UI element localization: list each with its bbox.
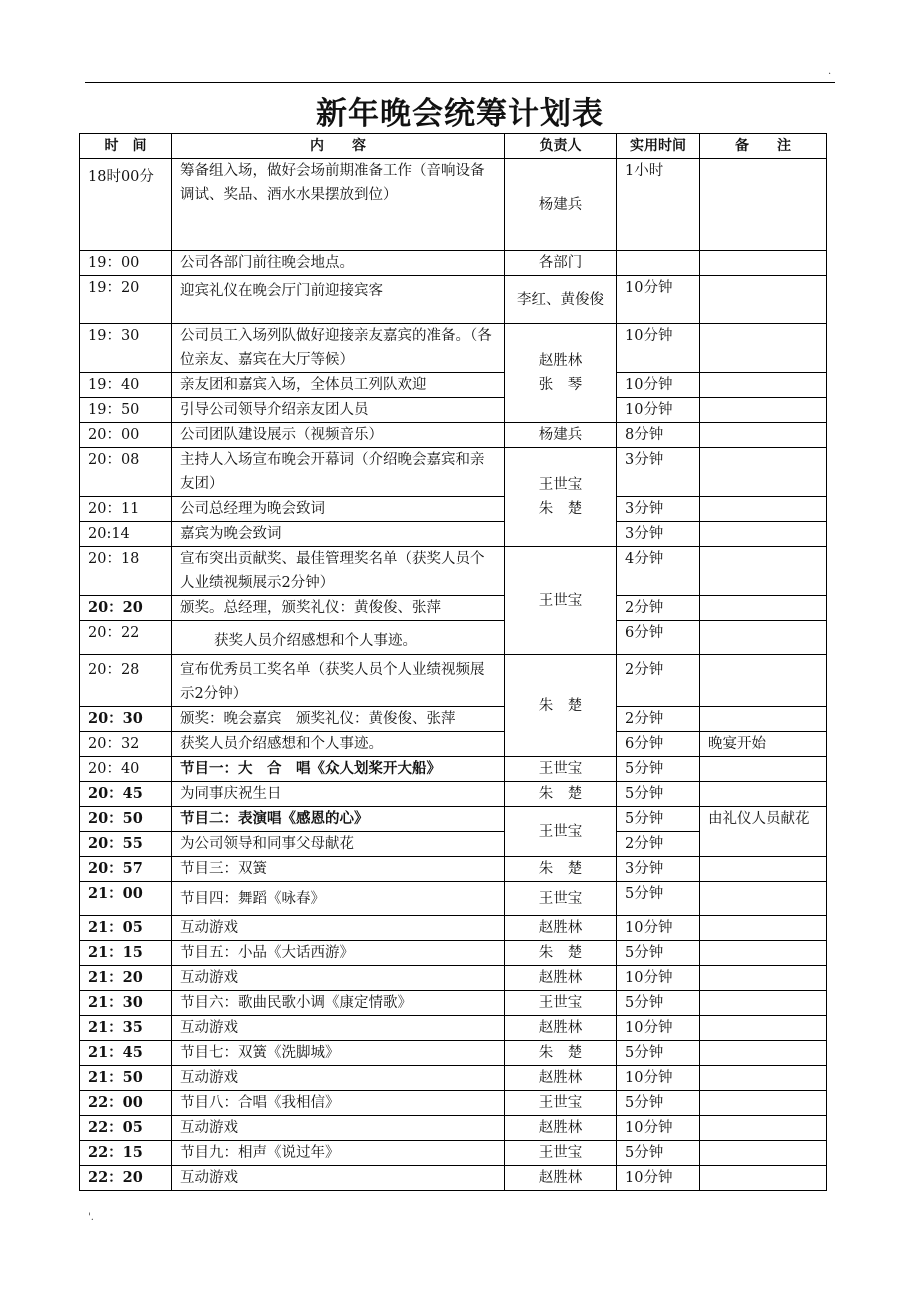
table-row: [80, 707, 827, 732]
row-note: [700, 1141, 827, 1166]
row-time: 22：05: [80, 1116, 172, 1141]
table-row: [80, 159, 827, 251]
row-time: 19：50: [80, 398, 172, 423]
row-content: 节目五：小品《大话西游》: [172, 941, 505, 966]
row-owner: 李红、黄俊俊: [505, 276, 617, 324]
row-duration: 3分钟: [617, 522, 700, 547]
row-owner: 赵胜林: [505, 1016, 617, 1041]
row-note: [700, 782, 827, 807]
table-row: [80, 882, 827, 916]
row-owner: 赵胜林: [505, 966, 617, 991]
row-note: [700, 707, 827, 732]
row-time: 21：20: [80, 966, 172, 991]
row-owner: 赵胜林: [505, 916, 617, 941]
table-row: [80, 547, 827, 596]
table-row: [80, 1116, 827, 1141]
row-content: 公司员工入场列队做好迎接亲友嘉宾的准备。（各位亲友、嘉宾在大厅等候）: [172, 324, 505, 373]
row-content: 互动游戏: [172, 1066, 505, 1091]
row-content: 互动游戏: [172, 1166, 505, 1191]
row-duration: 10分钟: [617, 276, 700, 324]
table-row: [80, 966, 827, 991]
row-note: [700, 1091, 827, 1116]
row-time: 22：20: [80, 1166, 172, 1191]
row-content: 宣布突出贡献奖、最佳管理奖名单（获奖人员个人业绩视频展示2分钟）: [172, 547, 505, 596]
row-content: 节目七：双簧《洗脚城》: [172, 1041, 505, 1066]
table-row: [80, 1041, 827, 1066]
row-owner: 王世宝: [505, 1091, 617, 1116]
header-time: 时 间: [80, 134, 172, 159]
row-content: 互动游戏: [172, 1016, 505, 1041]
row-note: [700, 1116, 827, 1141]
row-content: 为公司领导和同事父母献花: [172, 832, 505, 857]
row-time: 21：30: [80, 991, 172, 1016]
schedule-table: [79, 133, 827, 1191]
top-mark: .: [828, 66, 832, 77]
row-note: [700, 916, 827, 941]
table-row: [80, 1066, 827, 1091]
row-duration: 5分钟: [617, 941, 700, 966]
table-row: [80, 916, 827, 941]
row-duration: 5分钟: [617, 1041, 700, 1066]
row-time: 21：00: [80, 882, 172, 916]
row-time: 21：35: [80, 1016, 172, 1041]
row-duration: 6分钟: [617, 621, 700, 655]
table-row: [80, 757, 827, 782]
row-content: 互动游戏: [172, 916, 505, 941]
row-owner: 各部门: [505, 251, 617, 276]
row-content: 为同事庆祝生日: [172, 782, 505, 807]
row-duration: 5分钟: [617, 991, 700, 1016]
row-note: [700, 251, 827, 276]
table-row: [80, 782, 827, 807]
row-owner: 王世宝: [505, 991, 617, 1016]
row-owner: 杨建兵: [505, 159, 617, 251]
row-content: 获奖人员介绍感想和个人事迹。: [172, 621, 505, 655]
table-row: [80, 251, 827, 276]
table-header-row: [80, 134, 827, 159]
row-note: [700, 497, 827, 522]
row-note: [700, 276, 827, 324]
row-content: 引导公司领导介绍亲友团人员: [172, 398, 505, 423]
row-time: 21：15: [80, 941, 172, 966]
row-time: 20：57: [80, 857, 172, 882]
table-row: [80, 621, 827, 655]
header-rule: [85, 82, 835, 83]
table-row: [80, 1091, 827, 1116]
row-content: 嘉宾为晚会致词: [172, 522, 505, 547]
row-duration: 10分钟: [617, 1166, 700, 1191]
row-owner: 赵胜林 张 琴: [505, 324, 617, 423]
row-time: 20：00: [80, 423, 172, 448]
row-note: 由礼仪人员献花: [700, 807, 827, 857]
table-row: [80, 596, 827, 621]
header-duration: 实用时间: [617, 134, 700, 159]
row-duration: 3分钟: [617, 857, 700, 882]
row-owner: 王世宝: [505, 882, 617, 916]
row-owner: 朱 楚: [505, 1041, 617, 1066]
row-time: 21：50: [80, 1066, 172, 1091]
row-owner: 朱 楚: [505, 655, 617, 757]
table-row: [80, 732, 827, 757]
row-owner: 赵胜林: [505, 1066, 617, 1091]
row-owner: 赵胜林: [505, 1116, 617, 1141]
row-time: 20：50: [80, 807, 172, 832]
table-row: [80, 807, 827, 832]
row-time: 20：55: [80, 832, 172, 857]
row-duration: 10分钟: [617, 324, 700, 373]
header-content: 内 容: [172, 134, 505, 159]
row-note: [700, 882, 827, 916]
row-duration: 6分钟: [617, 732, 700, 757]
row-duration: 1小时: [617, 159, 700, 251]
row-owner: 王世宝: [505, 1141, 617, 1166]
row-content: 颁奖。总经理，颁奖礼仪：黄俊俊、张萍: [172, 596, 505, 621]
row-content: 节目三：双簧: [172, 857, 505, 882]
row-time: 20：08: [80, 448, 172, 497]
row-time: 21：45: [80, 1041, 172, 1066]
row-content: 节目九：相声《说过年》: [172, 1141, 505, 1166]
table-row: [80, 324, 827, 373]
row-duration: 10分钟: [617, 373, 700, 398]
row-duration: 3分钟: [617, 448, 700, 497]
row-content: 节目六：歌曲民歌小调《康定情歌》: [172, 991, 505, 1016]
row-owner: 王世宝 朱 楚: [505, 448, 617, 547]
row-content: 节目八：合唱《我相信》: [172, 1091, 505, 1116]
row-note: [700, 423, 827, 448]
row-note: [700, 159, 827, 251]
row-time: 19：00: [80, 251, 172, 276]
row-owner: 朱 楚: [505, 857, 617, 882]
row-note: [700, 448, 827, 497]
row-duration: [617, 251, 700, 276]
table-row: [80, 941, 827, 966]
row-time: 20:14: [80, 522, 172, 547]
table-row: [80, 522, 827, 547]
row-time: 20：18: [80, 547, 172, 596]
row-note: [700, 621, 827, 655]
table-row: [80, 1166, 827, 1191]
row-duration: 8分钟: [617, 423, 700, 448]
row-note: 晚宴开始: [700, 732, 827, 757]
row-time: 22：00: [80, 1091, 172, 1116]
row-time: 20：20: [80, 596, 172, 621]
row-content: 宣布优秀员工奖名单（获奖人员个人业绩视频展示2分钟）: [172, 655, 505, 707]
row-duration: 10分钟: [617, 1016, 700, 1041]
row-owner: 杨建兵: [505, 423, 617, 448]
row-time: 20：40: [80, 757, 172, 782]
row-duration: 3分钟: [617, 497, 700, 522]
table-row: [80, 1141, 827, 1166]
table-row: [80, 276, 827, 324]
row-content: 亲友团和嘉宾入场，全体员工列队欢迎: [172, 373, 505, 398]
row-note: [700, 857, 827, 882]
row-duration: 10分钟: [617, 916, 700, 941]
row-content: 筹备组入场，做好会场前期准备工作（音响设备调试、奖品、酒水水果摆放到位）: [172, 159, 505, 251]
row-note: [700, 757, 827, 782]
header-note: 备 注: [700, 134, 827, 159]
row-duration: 10分钟: [617, 398, 700, 423]
row-time: 20：45: [80, 782, 172, 807]
row-content: 主持人入场宣布晚会开幕词（介绍晚会嘉宾和亲友团）: [172, 448, 505, 497]
row-content: 互动游戏: [172, 966, 505, 991]
header-owner: 负责人: [505, 134, 617, 159]
row-note: [700, 1066, 827, 1091]
row-duration: 2分钟: [617, 707, 700, 732]
row-content: 颁奖：晚会嘉宾 颁奖礼仪：黄俊俊、张萍: [172, 707, 505, 732]
row-time: 20：11: [80, 497, 172, 522]
row-note: [700, 547, 827, 596]
row-content: 节目一：大 合 唱《众人划桨开大船》: [172, 757, 505, 782]
row-time: 20：30: [80, 707, 172, 732]
row-duration: 10分钟: [617, 1116, 700, 1141]
bottom-mark: '.: [88, 1212, 94, 1223]
row-note: [700, 941, 827, 966]
row-content: 节目二：表演唱《感恩的心》: [172, 807, 505, 832]
row-content: 公司各部门前往晚会地点。: [172, 251, 505, 276]
table-row: [80, 655, 827, 707]
row-time: 21：05: [80, 916, 172, 941]
table-row: [80, 373, 827, 398]
row-time: 19：40: [80, 373, 172, 398]
row-time: 20：22: [80, 621, 172, 655]
row-time: 20：32: [80, 732, 172, 757]
row-owner: 赵胜林: [505, 1166, 617, 1191]
table-row: [80, 423, 827, 448]
table-row: [80, 398, 827, 423]
table-row: [80, 1016, 827, 1041]
table-row: [80, 857, 827, 882]
table-row: [80, 991, 827, 1016]
row-duration: 10分钟: [617, 1066, 700, 1091]
row-duration: 5分钟: [617, 807, 700, 832]
row-duration: 10分钟: [617, 966, 700, 991]
row-owner: 朱 楚: [505, 941, 617, 966]
row-duration: 5分钟: [617, 782, 700, 807]
row-content: 公司团队建设展示（视频音乐）: [172, 423, 505, 448]
row-note: [700, 596, 827, 621]
row-content: 公司总经理为晚会致词: [172, 497, 505, 522]
row-duration: 5分钟: [617, 1091, 700, 1116]
table-row: [80, 448, 827, 497]
row-note: [700, 1166, 827, 1191]
row-note: [700, 1041, 827, 1066]
row-content: 迎宾礼仪在晚会厅门前迎接宾客: [172, 276, 505, 324]
row-note: [700, 398, 827, 423]
row-note: [700, 522, 827, 547]
row-time: 20：28: [80, 655, 172, 707]
row-owner: 王世宝: [505, 807, 617, 857]
table-row: [80, 497, 827, 522]
row-note: [700, 1016, 827, 1041]
row-note: [700, 373, 827, 398]
row-note: [700, 966, 827, 991]
row-duration: 5分钟: [617, 1141, 700, 1166]
row-time: 19：20: [80, 276, 172, 324]
row-note: [700, 655, 827, 707]
row-duration: 2分钟: [617, 596, 700, 621]
row-duration: 5分钟: [617, 882, 700, 916]
row-time: 22：15: [80, 1141, 172, 1166]
row-duration: 4分钟: [617, 547, 700, 596]
row-note: [700, 324, 827, 373]
row-content: 互动游戏: [172, 1116, 505, 1141]
row-owner: 王世宝: [505, 757, 617, 782]
row-content: 获奖人员介绍感想和个人事迹。: [172, 732, 505, 757]
row-time: 19：30: [80, 324, 172, 373]
row-owner: 王世宝: [505, 547, 617, 655]
row-owner: 朱 楚: [505, 782, 617, 807]
row-duration: 2分钟: [617, 832, 700, 857]
row-note: [700, 991, 827, 1016]
row-content: 节目四：舞蹈《咏春》: [172, 882, 505, 916]
page-title: 新年晚会统筹计划表: [316, 96, 604, 132]
row-duration: 2分钟: [617, 655, 700, 707]
row-duration: 5分钟: [617, 757, 700, 782]
row-time: 18时00分: [80, 159, 172, 251]
